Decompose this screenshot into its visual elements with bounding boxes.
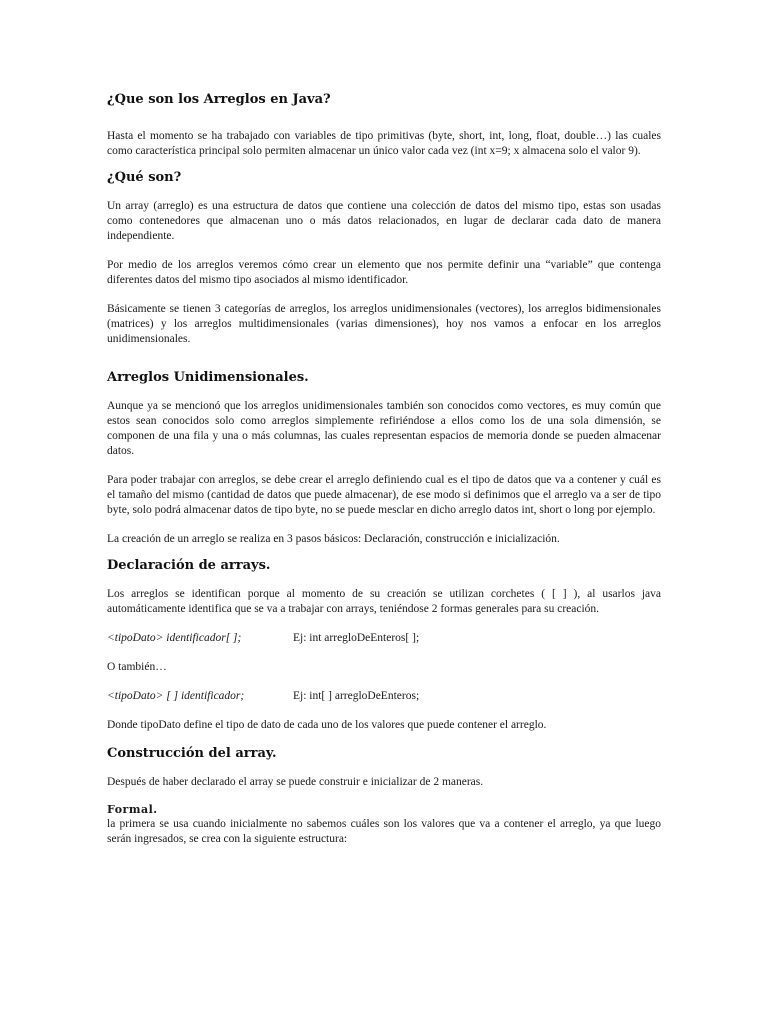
code-example-text-2: Ej: int[ ] arregloDeEnteros; (293, 690, 420, 702)
heading-que-son-arreglos: ¿Que son los Arreglos en Java? (107, 92, 331, 107)
heading-declaracion: Declaración de arrays. (107, 558, 271, 573)
paragraph-definition: Un array (arreglo) es una estructura de datos que contiene una colección de datos del mismo tipo, estas son usadas como contenedores que almacenan uno o más datos relacionados, en lugar de declarar cada dato de manera independiente. (107, 200, 661, 242)
paragraph-tipodato: Donde tipoDato define el tipo de dato de cada uno de los valores que puede contener el arreglo. (107, 719, 547, 731)
code-example-2 (107, 689, 661, 704)
paragraph-unidimensionales: Aunque ya se mencionó que los arreglos unidimensionales también son conocidos como vectores, es muy común que estos sean conocidos solo como arreglos simplemente refiriéndose a ellos como los de una sola dimensión, se componen de una fila y una o más columnas, las cuales representan espacios de memoria donde se pueden almacenar datos. (107, 400, 661, 457)
code-syntax-1: <tipoDato> identificador[ ]; (107, 632, 242, 644)
heading-construccion: Construcción del array. (107, 746, 277, 761)
paragraph-por-medio: Por medio de los arreglos veremos cómo crear un elemento que nos permite definir una “variable” que contenga diferentes datos del mismo tipo asociados al mismo identificador. (107, 259, 661, 286)
code-syntax-2: <tipoDato> [ ] identificador; (107, 690, 245, 702)
paragraph-intro: Hasta el momento se ha trabajado con variables de tipo primitivas (byte, short, int, long, float, double…) las cuales como característica principal solo permiten almacenar un único valor cada vez (int x=9; x almacena solo el valor 9). (107, 130, 661, 157)
heading-que-son: ¿Qué son? (107, 170, 182, 185)
code-example-text-1: Ej: int arregloDeEnteros[ ]; (293, 632, 420, 644)
paragraph-formal: la primera se usa cuando inicialmente no sabemos cuáles son los valores que va a contener el arreglo, ya que luego serán ingresados, se crea con la siguiente estructura: (107, 818, 661, 845)
paragraph-o-tambien: O también… (107, 661, 167, 673)
paragraph-corchetes: Los arreglos se identifican porque al momento de su creación se utilizan corchetes ( [ ] ), al usarlos java automáticamente identifica que se va a trabajar con arrays, teniéndose 2 formas generales para su creación. (107, 588, 661, 615)
paragraph-construir: Después de haber declarado el array se puede construir e inicializar de 2 maneras. (107, 776, 484, 788)
paragraph-categorias: Básicamente se tienen 3 categorías de arreglos, los arreglos unidimensionales (vectores), los arreglos bidimensionales (matrices) y los arreglos multidimensionales (varias dimensiones), hoy nos vamos a enfocar en los arreglos unidimensionales. (107, 303, 661, 345)
subheading-formal: Formal. (107, 803, 158, 816)
paragraph-pasos: La creación de un arreglo se realiza en 3 pasos básicos: Declaración, construcción e inicialización. (107, 533, 560, 545)
heading-unidimensionales: Arreglos Unidimensionales. (107, 370, 309, 385)
code-example-1 (107, 631, 661, 646)
document-page (107, 88, 661, 847)
paragraph-trabajar-arreglos: Para poder trabajar con arreglos, se debe crear el arreglo definiendo cual es el tipo de datos que va a contener y cuál es el tamaño del mismo (cantidad de datos que puede almacenar), de ese modo si definimos que el arreglo va a ser de tipo byte, solo podrá almacenar datos de tipo byte, no se puede mesclar en dicho arreglo datos int, short o long por ejemplo. (107, 474, 661, 516)
